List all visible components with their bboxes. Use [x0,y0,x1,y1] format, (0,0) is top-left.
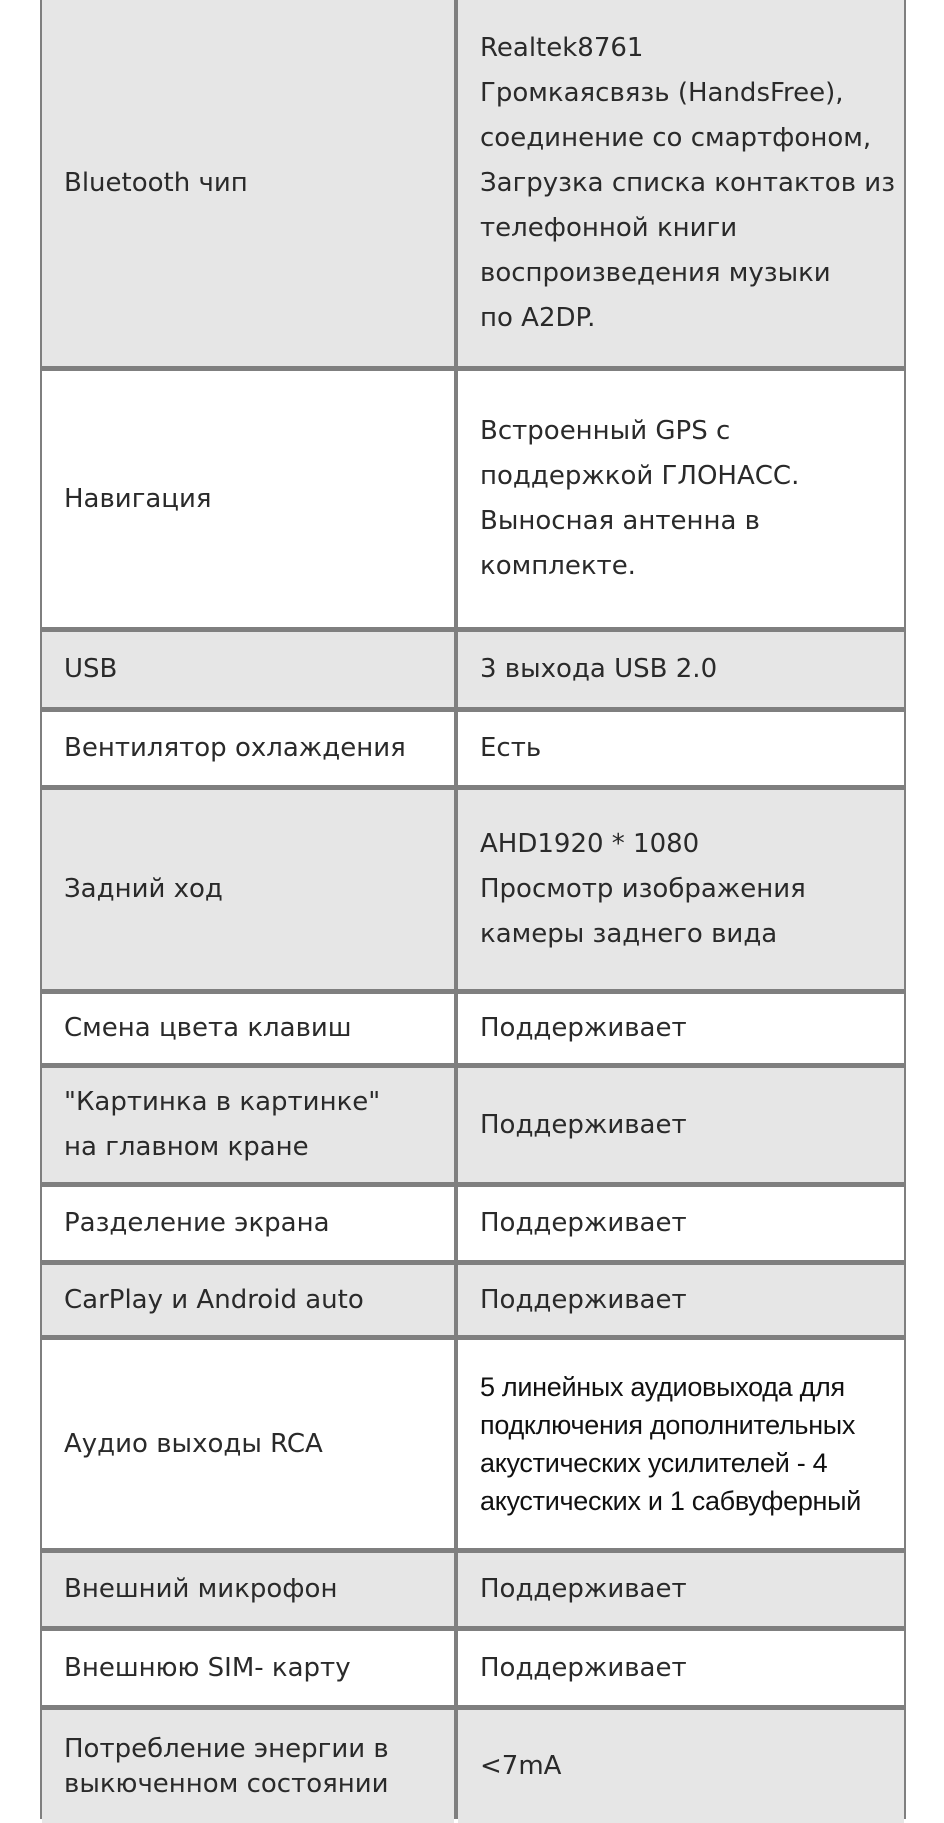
spec-value-cooling-fan: Есть [458,712,904,785]
spec-value-carplay: Поддерживает [458,1265,904,1335]
spec-table [40,0,906,1819]
spec-value-pip: Поддерживает [458,1068,904,1182]
spec-label-external-sim: Внешнюю SIM- карту [42,1631,454,1705]
spec-value-power-consumption: <7mA [458,1710,904,1823]
spec-label-rca-outputs: Аудио выходы RCA [42,1340,454,1548]
spec-label-external-mic: Внешний микрофон [42,1553,454,1626]
spec-label-cooling-fan: Вентилятор охлаждения [42,712,454,785]
spec-value-navigation: Встроенный GPS с поддержкой ГЛОНАСС. Выносная антенна в комплекте. [458,371,904,627]
spec-label-pip: "Картинка в картинке" на главном кране [42,1068,454,1182]
spec-value-external-mic: Поддерживает [458,1553,904,1626]
spec-label-carplay: CarPlay и Android auto [42,1265,454,1335]
spec-value-split-screen: Поддерживает [458,1187,904,1260]
spec-label-key-color: Смена цвета клавиш [42,994,454,1063]
spec-label-navigation: Навигация [42,371,454,627]
spec-label-bluetooth: Bluetooth чип [42,0,454,366]
spec-label-reverse: Задний ход [42,790,454,989]
spec-value-key-color: Поддерживает [458,994,904,1063]
spec-label-usb: USB [42,632,454,707]
spec-value-reverse: AHD1920 * 1080 Просмотр изображения камеры заднего вида [458,790,904,989]
spec-value-rca-outputs: 5 линейных аудиовыхода для подключения дополнительных акустических усилителей - 4 акустических и 1 сабвуферный [458,1340,904,1548]
spec-label-power-consumption: Потребление энергии в выкюченном состоянии [42,1710,454,1823]
spec-label-split-screen: Разделение экрана [42,1187,454,1260]
spec-value-bluetooth: Realtek8761 Громкаясвязь (HandsFree), соединение со смартфоном, Загрузка списка контактов из телефонной книги воспроизведения музыки по A2DP. [458,0,904,366]
spec-value-external-sim: Поддерживает [458,1631,904,1705]
spec-value-usb: 3 выхода USB 2.0 [458,632,904,707]
